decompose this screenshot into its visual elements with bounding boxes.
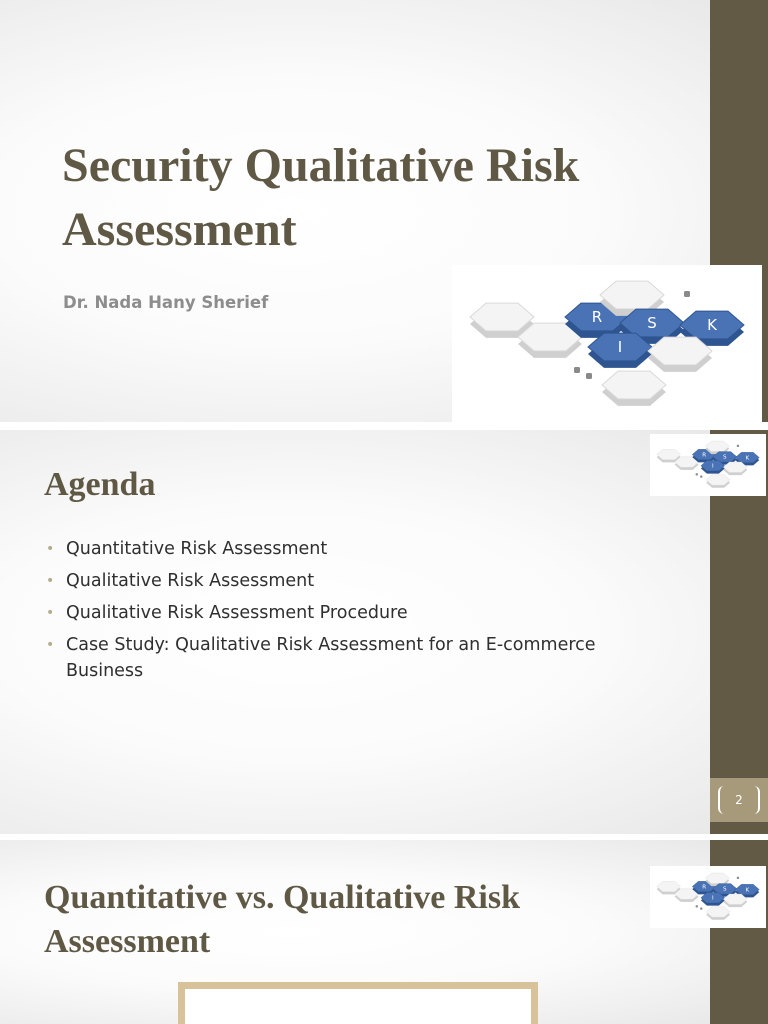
comparison-slide: [0, 840, 768, 1024]
small-cube: [696, 905, 698, 907]
risk-hexagon-graphic: [650, 434, 766, 496]
agenda-slide: [0, 430, 768, 834]
slide-title: Quantitative vs. Qualitative Risk Assessment: [44, 879, 521, 960]
page-number: 2: [718, 786, 760, 814]
risk-hex-white: [723, 462, 747, 475]
agenda-item: [46, 536, 646, 562]
agenda-title: Agenda: [44, 466, 156, 503]
risk-letter: I: [712, 895, 714, 902]
small-cube: [684, 291, 690, 297]
page-number-tab: [710, 778, 768, 822]
bullet-icon: •: [46, 605, 55, 621]
small-cube: [737, 877, 739, 879]
agenda-item: [46, 600, 646, 626]
risk-letter: R: [702, 884, 707, 891]
risk-hex-blue: [701, 893, 725, 906]
agenda-item-text: Case Study: Qualitative Risk Assessment for an E-commerce Business: [66, 635, 596, 681]
risk-letter: S: [647, 314, 657, 332]
risk-letter: I: [617, 338, 623, 356]
small-cube: [700, 475, 702, 477]
author-name: Dr. Nada Hany Sherief: [63, 293, 269, 312]
agenda-item-text: Qualitative Risk Assessment: [66, 571, 315, 591]
risk-letter: R: [591, 308, 603, 326]
small-cube: [586, 373, 592, 379]
title-slide: [0, 0, 768, 422]
risk-hex-white: [602, 371, 666, 406]
small-cube: [696, 473, 698, 475]
agenda-list: [46, 536, 646, 690]
small-cube: [737, 445, 739, 447]
slide-title: Security Qualitative Risk Assessment: [62, 139, 580, 256]
risk-graphic-svg: [650, 866, 766, 928]
bullet-icon: •: [46, 541, 55, 557]
agenda-item: [46, 568, 646, 594]
risk-hex-white: [648, 337, 712, 372]
risk-letter: S: [723, 886, 727, 893]
risk-hexagon-graphic: [452, 265, 762, 422]
agenda-item-text: Quantitative Risk Assessment: [66, 539, 328, 559]
small-cube: [700, 907, 702, 909]
framed-image: [178, 982, 538, 1024]
risk-hex-blue: [588, 333, 652, 368]
agenda-item-text: Qualitative Risk Assessment Procedure: [66, 603, 408, 623]
bullet-icon: •: [46, 573, 55, 589]
risk-letter: I: [712, 463, 714, 470]
risk-hex-blue: [701, 461, 725, 474]
risk-hexagon-graphic: [650, 866, 766, 928]
risk-letter: K: [707, 316, 717, 334]
risk-graphic-svg: [650, 434, 766, 496]
risk-letter: K: [745, 887, 750, 894]
risk-hex-white: [723, 894, 747, 907]
risk-hex-white: [706, 907, 730, 920]
risk-letter: S: [723, 454, 727, 461]
bullet-icon: •: [46, 637, 55, 653]
risk-letter: K: [745, 455, 750, 462]
risk-hex-white: [706, 475, 730, 488]
risk-letter: R: [702, 452, 707, 459]
risk-graphic-svg: [452, 265, 762, 422]
agenda-item: [46, 632, 646, 684]
small-cube: [574, 367, 580, 373]
